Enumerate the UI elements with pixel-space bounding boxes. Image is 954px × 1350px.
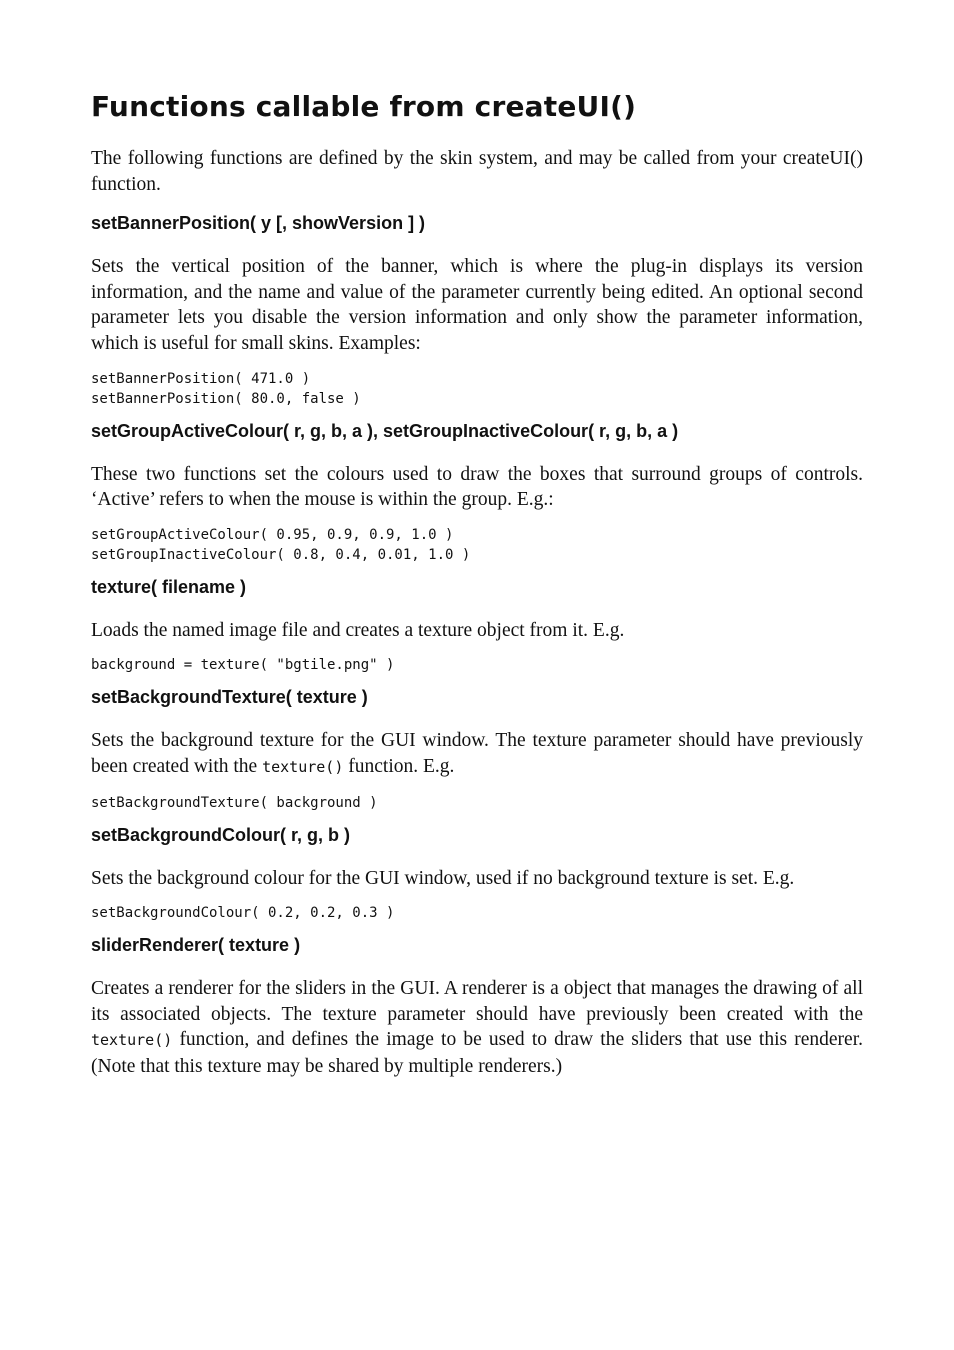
code-example xyxy=(91,793,863,813)
section-set-background-colour xyxy=(91,823,863,924)
code-example xyxy=(91,369,863,409)
inline-code: texture() xyxy=(91,1031,173,1050)
code-example xyxy=(91,655,863,675)
code-line: setBackgroundColour( 0.2, 0.2, 0.3 ) xyxy=(91,905,395,922)
function-description: These two functions set the colours used to draw the boxes that surround groups of controls. ‘Active’ refers to when the mouse is within the group. E.g.: xyxy=(91,463,863,511)
code-example xyxy=(91,525,863,565)
code-line: setBannerPosition( 471.0 ) xyxy=(91,370,311,387)
function-heading: sliderRenderer( texture ) xyxy=(91,935,301,956)
code-line: background = texture( "bgtile.png" ) xyxy=(91,657,395,674)
function-heading: setGroupActiveColour( r, g, b, a ), setGroupInactiveColour( r, g, b, a ) xyxy=(91,420,679,441)
intro-paragraph: The following functions are defined by the skin system, and may be called from your createUI() function. xyxy=(91,148,863,195)
section-texture xyxy=(91,575,863,676)
function-heading: texture( filename ) xyxy=(91,576,247,597)
section-set-banner-position xyxy=(91,211,863,408)
section-set-background-texture xyxy=(91,685,863,812)
function-heading: setBackgroundColour( r, g, b ) xyxy=(91,824,351,845)
function-heading: setBannerPosition( y [, showVersion ] ) xyxy=(91,213,426,234)
function-heading: setBackgroundTexture( texture ) xyxy=(91,687,368,708)
code-example xyxy=(91,903,863,923)
inline-code: texture() xyxy=(262,757,344,776)
section-set-group-colours xyxy=(91,419,863,565)
description-text: function. E.g. xyxy=(343,755,455,777)
code-line: setGroupActiveColour( 0.95, 0.9, 0.9, 1.0 ) xyxy=(91,526,454,543)
code-line: setBackgroundTexture( background ) xyxy=(91,794,378,811)
code-line: setGroupInactiveColour( 0.8, 0.4, 0.01, 1.0 ) xyxy=(91,546,471,563)
document-page xyxy=(91,88,863,1080)
function-description: Sets the vertical position of the banner, which is where the plug-in displays its version information, and the name and value of the parameter currently being edited. An optional second parameter lets you disable the version information and only show the parameter information, which is useful for small skins. Examples: xyxy=(91,256,863,354)
description-text: function, and defines the image to be used to draw the sliders that use this renderer. (Note that this texture may be shared by multiple renderers.) xyxy=(91,1029,863,1077)
section-slider-renderer xyxy=(91,933,863,1079)
description-text: Creates a renderer for the sliders in the GUI. A renderer is a object that manages the drawing of all its associated objects. The texture parameter should have previously been created with the xyxy=(91,978,863,1025)
page-title: Functions callable from createUI() xyxy=(91,90,637,123)
function-description: Sets the background colour for the GUI window, used if no background texture is set. E.g. xyxy=(91,867,795,889)
description-text: Sets the background texture for the GUI window. The texture parameter should have previously been created with the xyxy=(91,730,863,777)
function-description: Loads the named image file and creates a texture object from it. E.g. xyxy=(91,619,625,641)
function-description xyxy=(91,976,863,1079)
code-line: setBannerPosition( 80.0, false ) xyxy=(91,390,361,407)
function-description xyxy=(91,728,863,780)
